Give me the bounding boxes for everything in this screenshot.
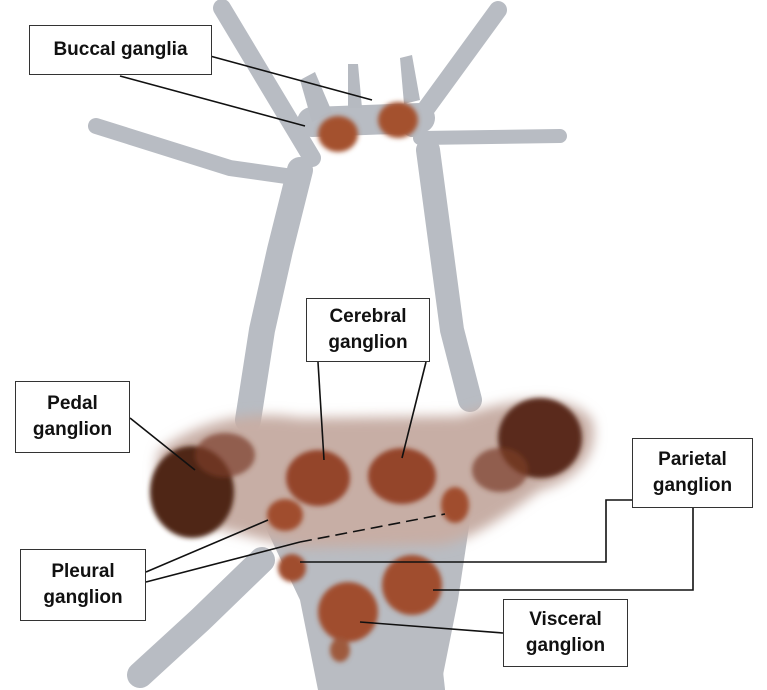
cerebral-connective-left bbox=[248, 170, 300, 420]
label-cerebral-line2: ganglion bbox=[328, 332, 408, 353]
label-buccal-ganglia bbox=[29, 25, 212, 75]
leader-buccal-1 bbox=[210, 56, 372, 100]
label-parietal-line1: Parietal bbox=[658, 449, 727, 470]
nerve-lower-left bbox=[140, 560, 262, 675]
parietal-ganglion bbox=[382, 555, 442, 615]
pleural-ganglion-lower bbox=[278, 554, 306, 582]
cerebral-ganglion-left bbox=[286, 450, 350, 506]
label-pedal-ganglion bbox=[15, 381, 130, 453]
label-pleural-line2: ganglion bbox=[43, 587, 123, 608]
label-pleural-line1: Pleural bbox=[51, 561, 115, 582]
label-parietal-ganglion bbox=[632, 438, 753, 508]
label-parietal-line2: ganglion bbox=[652, 475, 733, 496]
label-buccal-ganglia-line1: Buccal ganglia bbox=[53, 39, 188, 60]
label-cerebral-ganglion bbox=[306, 298, 430, 362]
visceral-ganglion-tail bbox=[330, 638, 350, 662]
label-visceral-ganglion bbox=[503, 599, 628, 667]
buccal-ganglion-right bbox=[378, 102, 418, 138]
buccal-ganglion-left bbox=[318, 116, 358, 152]
label-pleural-ganglion bbox=[20, 549, 146, 621]
pedal-ganglion-left-halo bbox=[195, 433, 255, 477]
pleural-ganglion-left bbox=[267, 499, 303, 531]
nerve-right-branch bbox=[420, 136, 560, 138]
pedal-ganglion-right-halo bbox=[472, 448, 528, 492]
label-visceral-line1: Visceral bbox=[529, 609, 602, 630]
label-pedal-line2: ganglion bbox=[32, 419, 113, 440]
label-visceral-line2: ganglion bbox=[525, 635, 606, 656]
pleural-ganglion-right bbox=[441, 487, 469, 523]
nerve-left-branch bbox=[96, 126, 300, 178]
cerebral-connective-right bbox=[428, 150, 470, 400]
label-cerebral-line1: Cerebral bbox=[329, 306, 407, 327]
nerve-top-left bbox=[222, 8, 312, 158]
label-pedal-line1: Pedal bbox=[47, 393, 98, 414]
visceral-ganglion bbox=[318, 582, 378, 642]
